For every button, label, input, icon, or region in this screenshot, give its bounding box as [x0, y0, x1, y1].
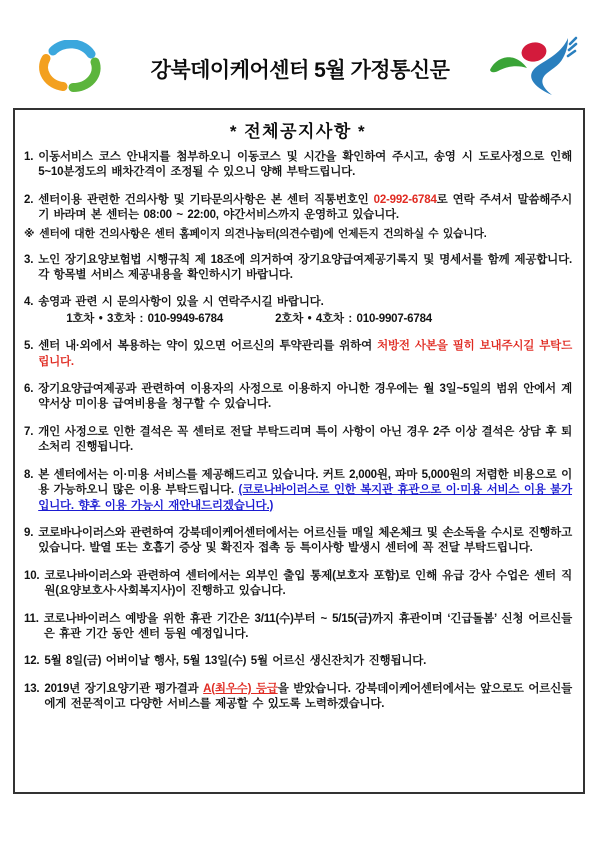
item-number: 5. [24, 340, 34, 353]
notice-title: * 전체공지사항 * [229, 122, 367, 141]
item-text [38, 253, 572, 284]
notice-item-7 [24, 425, 572, 456]
text-segment: 본 센터에서는 이·미용 서비스를 제공해드리고 있습니다. 커트 2,000원, 파마 5,000원의 저렴한 비용으로 이용 가능하오니 많은 이용 부탁드립니다. [38, 468, 572, 497]
item-number: 4. [24, 296, 34, 309]
text-segment: 1호차 • 3호차 : 010-9949-6784 [66, 312, 224, 325]
item-number: 6. [24, 383, 34, 396]
item-text [38, 425, 572, 456]
text-line [38, 339, 572, 370]
item-text [38, 295, 572, 327]
item-text [44, 569, 572, 600]
item-text [38, 193, 572, 224]
page-title: 강북데이케어센터 5월 가정통신문 [150, 59, 450, 82]
item-number: 13. [24, 682, 40, 695]
text-segment: 코로바나이러스와 관련하여 강북데이케어센터에서는 어르신들 매일 체온체크 및 손소독을 수시로 진행하고 있습니다. 발열 또는 호흡기 증상 및 확진자 접촉 등 특이사항 발생시 센터에 꼭 전달 부탁드립니다. [38, 526, 572, 555]
text-line [44, 569, 572, 600]
notice-item-13 [24, 682, 572, 713]
notice-item-8 [24, 468, 572, 514]
item-text [38, 468, 572, 514]
item-text [38, 339, 572, 370]
text-line [38, 382, 572, 413]
highlight-red: 02-992-6784 [373, 193, 437, 206]
notice-box [13, 108, 585, 794]
text-line [39, 227, 572, 241]
item-text [38, 382, 572, 413]
text-line [44, 682, 572, 713]
notice-note [24, 227, 572, 241]
item-number: 2. [24, 193, 34, 206]
text-segment: 개인 사정으로 인한 결석은 꼭 센터로 전달 부탁드리며 특이 사항이 아닌 경우 2주 이상 결석은 상담 후 퇴소처리 진행됩니다. [38, 425, 572, 454]
text-line [38, 193, 572, 224]
text-line [38, 468, 572, 514]
item-text [38, 150, 572, 181]
notice-item-1 [24, 150, 572, 181]
text-line [44, 612, 572, 643]
item-text [38, 526, 572, 557]
text-segment: 이동서비스 코스 안내지를 첨부하오니 이동코스 및 시간을 확인하여 주시고, 송영 시 도로사정으로 인해 5~10분정도의 배차간격이 조정될 수 있으니 양해 부탁드립니다. [38, 151, 572, 179]
text-line [38, 295, 572, 310]
notice-items [24, 150, 572, 713]
item-text [39, 227, 572, 241]
text-segment: 장기요양급여제공과 관련하여 이용자의 사정으로 이용하지 아니한 경우에는 월 3일~5일의 범위 안에서 계약서상 미이용 급여비용을 청구할 수 있습니다. [38, 383, 572, 411]
highlight-blue: (코로나바이러스로 인한 복지관 휴관으로 이·미용 서비스 이용 불가입니다. 향후 이용 가능시 재안내드리겠습니다.) [38, 484, 573, 512]
item-number: 3. [24, 253, 34, 266]
seoul-city-logo-icon [482, 34, 578, 105]
text-segment: 센터이용 관련한 건의사항 및 기타문의사항은 본 센터 직통번호인 [38, 193, 374, 206]
highlight-redu: A(최우수) 등급 [203, 682, 278, 695]
text-line [38, 526, 572, 557]
text-segment: 코로나바이러스와 관련하여 센터에서는 외부인 출입 통제(보호자 포함)로 인해 유급 강사 수업은 센터 직원(요양보호사·사회복지사)이 진행하고 있습니다. [44, 569, 572, 598]
notice-item-10 [24, 569, 572, 600]
item-number: 11. [24, 612, 39, 625]
text-line [38, 253, 572, 284]
item-number: 12. [24, 655, 40, 668]
text-segment: 센터에 대한 건의사항은 센터 홈페이지 의견나눔터(의견수렴)에 언제든지 건의하실 수 있습니다. [39, 227, 487, 240]
notice-item-4 [24, 295, 572, 327]
item-text [44, 654, 572, 669]
text-segment: 2호차 • 4호차 : 010-9907-6784 [275, 312, 432, 325]
text-line [38, 150, 572, 181]
notice-item-12 [24, 654, 572, 669]
notice-item-6 [24, 382, 572, 413]
item-number: 8. [24, 468, 34, 481]
text-segment: 센터 내·외에서 복용하는 약이 있으면 어르신의 투약관리를 위하여 [38, 340, 378, 353]
item-number: ※ [24, 227, 35, 240]
notice-item-9 [24, 526, 572, 557]
text-segment: 2019년 장기요양기관 평가결과 [44, 682, 204, 695]
item-number: 7. [24, 425, 34, 438]
item-number: 9. [24, 526, 34, 539]
highlight-red: 처방전 사본을 필히 보내주시길 부탁드립니다. [38, 340, 572, 368]
text-line [44, 654, 572, 669]
item-number: 10. [24, 569, 40, 582]
notice-item-2 [24, 193, 572, 224]
item-number: 1. [24, 151, 34, 163]
phone-contacts-line [38, 312, 572, 327]
text-line [38, 425, 572, 456]
text-segment: 노인 장기요양보험법 시행규칙 제 18조에 의거하여 장기요양급여제공기록지 및 명세서를 함께 제공합니다. 각 항목별 서비스 제공내용을 확인하시기 바랍니다. [38, 253, 572, 282]
text-segment: 5월 8일(금) 어버이날 행사, 5월 13일(수) 5월 어르신 생신잔치가 진행됩니다. [44, 655, 427, 668]
text-segment: 송영과 관련 시 문의사항이 있을 시 연락주시길 바랍니다. [38, 296, 324, 309]
notice-item-3 [24, 253, 572, 284]
text-segment: 로 연락 주셔서 말씀해주시기 바라며 본 센터는 08:00 ~ 22:00, 야간서비스까지 운영하고 있습니다. [38, 193, 572, 222]
item-text [44, 682, 572, 713]
item-text [44, 612, 572, 643]
text-segment: 코로나바이러스 예방을 위한 휴관 기간은 3/11(수)부터 ~ 5/15(금)까지 휴관이며 ‘긴급돌봄’ 신청 어르신들은 휴관 기간 동안 센터 등원 예정입니다. [43, 612, 572, 640]
text-segment: 을 받았습니다. 강북데이케어센터에서는 앞으로도 어르신들에게 전문적이고 다양한 서비스를 제공할 수 있도록 노력하겠습니다. [44, 682, 572, 711]
notice-item-11 [24, 612, 572, 643]
notice-item-5 [24, 339, 572, 370]
